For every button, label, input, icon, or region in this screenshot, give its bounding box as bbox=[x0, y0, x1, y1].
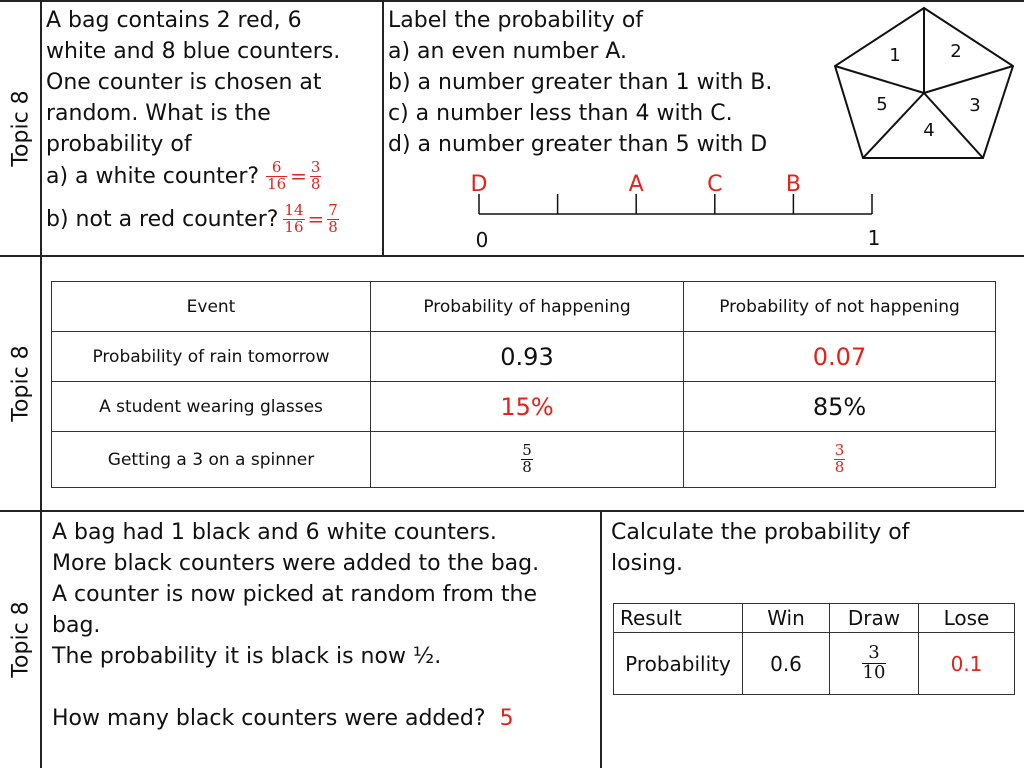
q1-b-fraction-2: $\frac{7}{8}$ bbox=[328, 201, 338, 236]
q1-b-fraction-1: $\frac{14}{16}$ bbox=[284, 201, 304, 236]
not-happening-cell: 0.07 bbox=[684, 332, 996, 382]
number-line-point-b: B bbox=[785, 172, 801, 197]
divider-row1 bbox=[0, 255, 1024, 257]
q1-part-b: b) not a red counter? $\frac{14}{16}$ = $\frac{7}{8}$ bbox=[46, 201, 338, 236]
probability-number-line bbox=[450, 165, 890, 255]
spinner-number-3: 3 bbox=[969, 95, 981, 116]
happening-cell bbox=[371, 432, 684, 488]
divider-row2 bbox=[0, 510, 1024, 512]
not-happening-fraction: $\frac{3}{8}$ bbox=[834, 441, 845, 476]
draw-fraction: $\frac{3}{10}$ bbox=[862, 642, 886, 683]
number-line-point-c: C bbox=[707, 172, 723, 197]
table-row bbox=[52, 332, 996, 382]
q4-answer: 5 bbox=[499, 706, 514, 731]
number-line-start-label: 0 bbox=[475, 228, 489, 252]
header-result: Result bbox=[614, 604, 743, 633]
topic-label-row2: Topic 8 bbox=[8, 345, 34, 422]
header-lose: Lose bbox=[919, 604, 1015, 633]
draw-probability bbox=[830, 633, 919, 695]
number-line-end-label: 1 bbox=[867, 226, 881, 250]
spinner-number-1: 1 bbox=[889, 45, 901, 66]
spinner-number-4: 4 bbox=[923, 120, 935, 141]
row-label-probability: Probability bbox=[614, 633, 743, 695]
pentagon-spinner bbox=[830, 5, 1020, 165]
q2-question: Label the probability of a) an even number A. b) a number greater than 1 with B. c) a number less than 4 with C. d) a number greater than 5 with D bbox=[388, 8, 773, 157]
q1-part-a: a) a white counter? $\frac{6}{16}$ = $\frac{3}{8}$ bbox=[46, 158, 321, 193]
header-win: Win bbox=[743, 604, 830, 633]
q5-question: Calculate the probability of losing. bbox=[611, 520, 910, 576]
probability-events-table bbox=[51, 281, 996, 488]
happening-fraction: $\frac{5}{8}$ bbox=[522, 441, 532, 476]
event-cell: Getting a 3 on a spinner bbox=[52, 432, 371, 488]
q1-a-fraction-2: $\frac{3}{8}$ bbox=[310, 158, 321, 193]
not-happening-cell bbox=[684, 432, 996, 488]
topic-label-row3: Topic 8 bbox=[8, 601, 34, 678]
q4-ask: How many black counters were added? 5 bbox=[52, 706, 514, 731]
q1-question: A bag contains 2 red, 6 white and 8 blue counters. One counter is chosen at random. What is the probability of bbox=[46, 8, 341, 157]
result-probability-table bbox=[613, 603, 1015, 695]
spinner-number-2: 2 bbox=[950, 41, 962, 62]
q1-a-fraction-1: $\frac{6}{16}$ bbox=[267, 158, 287, 193]
topic-label-row1: Topic 8 bbox=[8, 89, 34, 167]
event-cell: Probability of rain tomorrow bbox=[52, 332, 371, 382]
happening-cell: 15% bbox=[371, 382, 684, 432]
event-cell: A student wearing glasses bbox=[52, 382, 371, 432]
table-row bbox=[52, 432, 996, 488]
table-row bbox=[52, 382, 996, 432]
header-happening: Probability of happening bbox=[371, 282, 684, 332]
spinner-number-5: 5 bbox=[876, 94, 888, 115]
q4-question: A bag had 1 black and 6 white counters. More black counters were added to the bag. A counter is now picked at random from the bag. The probability it is black is now ½. How many black counters were added? 5 bbox=[52, 517, 539, 734]
not-happening-cell: 85% bbox=[684, 382, 996, 432]
divider-top bbox=[0, 0, 1024, 2]
happening-cell: 0.93 bbox=[371, 332, 684, 382]
header-event: Event bbox=[52, 282, 371, 332]
number-line-point-a: A bbox=[628, 172, 644, 197]
header-draw: Draw bbox=[830, 604, 919, 633]
header-not-happening: Probability of not happening bbox=[684, 282, 996, 332]
win-probability: 0.6 bbox=[743, 633, 830, 695]
divider-q4-q5 bbox=[600, 511, 602, 768]
number-line-point-d: D bbox=[470, 172, 488, 197]
lose-probability: 0.1 bbox=[919, 633, 1015, 695]
divider-q1-q2 bbox=[382, 0, 384, 256]
